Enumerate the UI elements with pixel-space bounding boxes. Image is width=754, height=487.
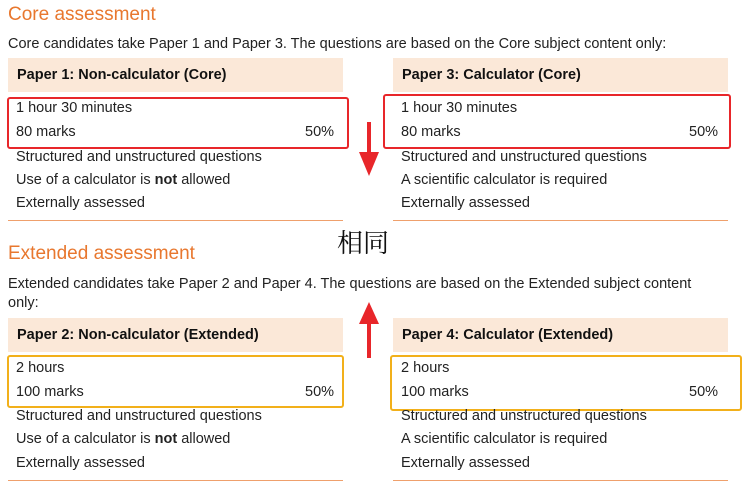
paper1-line2-bold: not: [154, 172, 178, 188]
paper3-marks: 80 marks: [401, 124, 461, 140]
core-section-title: Core assessment: [8, 4, 156, 25]
paper3-duration: 1 hour 30 minutes: [401, 100, 518, 116]
paper2-line2-bold: not: [154, 431, 178, 447]
same-annotation-label: 相同: [337, 229, 390, 259]
paper2-weight: 50%: [305, 384, 335, 400]
paper1-marks: 80 marks: [16, 124, 76, 140]
core-intro: Core candidates take Paper 1 and Paper 3. The questions are based on the Core subject content only:: [8, 36, 667, 52]
paper3-line1: Structured and unstructured questions: [401, 149, 647, 165]
paper1-duration: 1 hour 30 minutes: [16, 100, 133, 116]
paper1-highlight-box: [7, 97, 349, 149]
paper2-header: Paper 2: Non-calculator (Extended): [8, 318, 343, 352]
paper2-highlight-box: [7, 355, 344, 408]
paper1-divider: [8, 220, 343, 221]
paper2-line2: [16, 431, 230, 447]
paper4-marks: 100 marks: [401, 384, 469, 400]
paper1-line3: Externally assessed: [16, 195, 145, 211]
paper3-header: Paper 3: Calculator (Core): [393, 58, 728, 92]
paper4-header: Paper 4: Calculator (Extended): [393, 318, 728, 352]
paper4-duration: 2 hours: [401, 360, 450, 376]
paper3-line3: Externally assessed: [401, 195, 530, 211]
up-arrow-icon: [357, 300, 381, 358]
extended-intro-line1: Extended candidates take Paper 2 and Paper 4. The questions are based on the Extended subject content: [8, 276, 692, 292]
paper1-header: Paper 1: Non-calculator (Core): [8, 58, 343, 92]
paper3-divider: [393, 220, 728, 221]
paper2-duration: 2 hours: [16, 360, 65, 376]
paper1-line2: [16, 172, 230, 188]
paper1-line2-post: allowed: [177, 172, 231, 188]
paper2-divider: [8, 480, 343, 481]
paper4-weight: 50%: [689, 384, 719, 400]
paper3-highlight-box: [383, 94, 731, 149]
paper2-line1: Structured and unstructured questions: [16, 408, 262, 424]
down-arrow-icon: [357, 122, 381, 178]
paper4-line3: Externally assessed: [401, 455, 530, 471]
paper4-line1: Structured and unstructured questions: [401, 408, 647, 424]
paper4-highlight-box: [390, 355, 742, 411]
extended-section-title: Extended assessment: [8, 243, 195, 264]
extended-intro-line2: only:: [8, 295, 39, 311]
paper1-line2-pre: Use of a calculator is: [16, 172, 155, 188]
paper3-weight: 50%: [689, 124, 719, 140]
paper1-line1: Structured and unstructured questions: [16, 149, 262, 165]
paper2-line2-post: allowed: [177, 431, 231, 447]
paper2-line2-pre: Use of a calculator is: [16, 431, 155, 447]
paper4-divider: [393, 480, 728, 481]
paper1-weight: 50%: [305, 124, 335, 140]
paper4-line2: A scientific calculator is required: [401, 431, 608, 447]
paper2-line3: Externally assessed: [16, 455, 145, 471]
paper3-line2: A scientific calculator is required: [401, 172, 608, 188]
paper2-marks: 100 marks: [16, 384, 84, 400]
